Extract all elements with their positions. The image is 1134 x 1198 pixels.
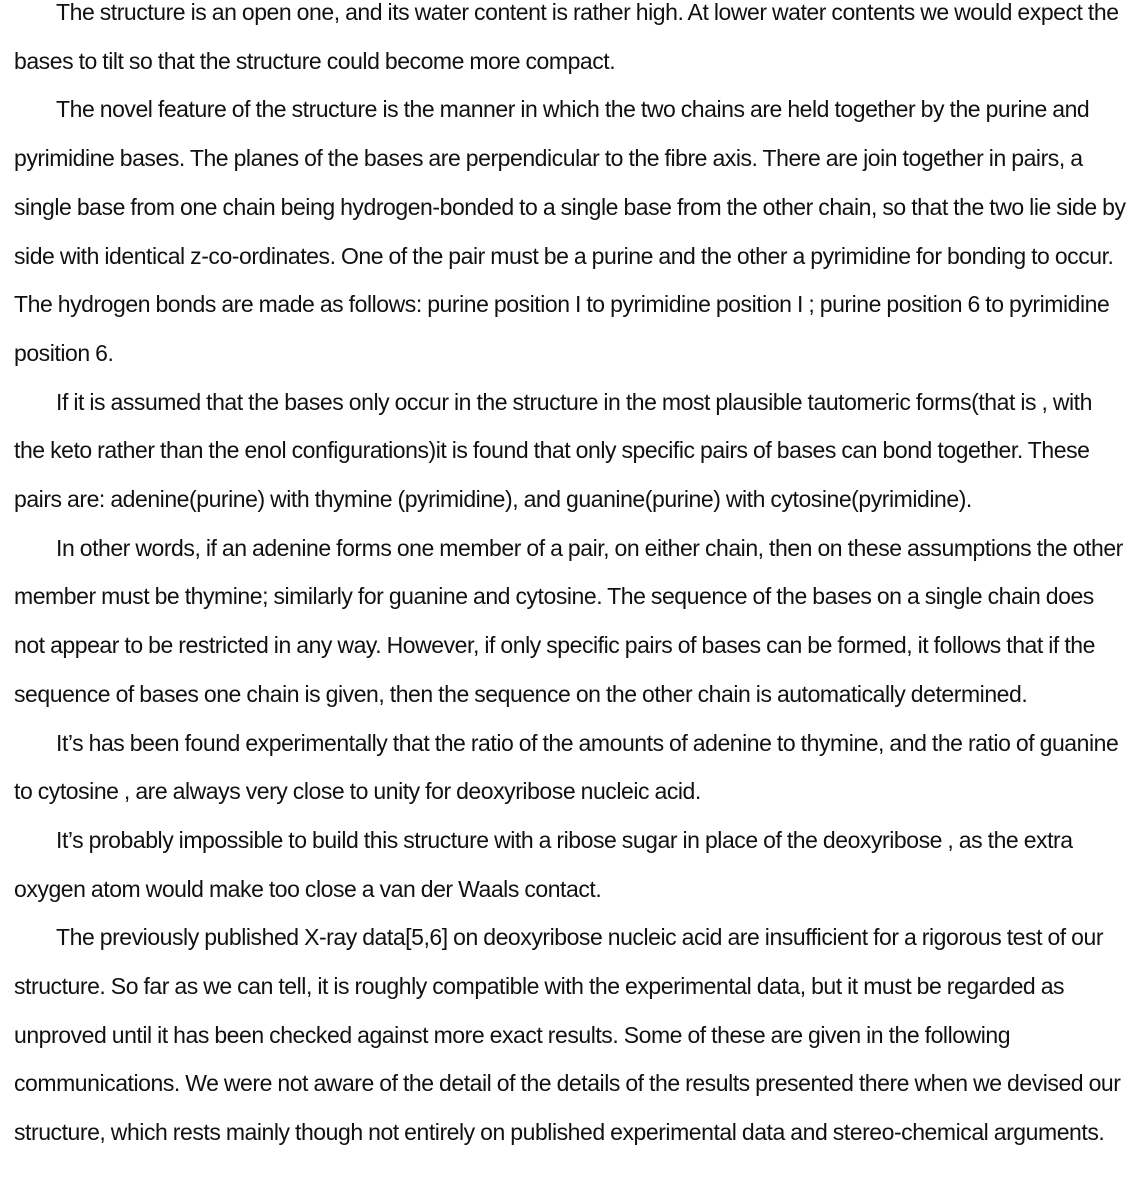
paragraph-water-content: The structure is an open one, and its water content is rather high. At lower water contents we would expect the bases to tilt so that the structure could become more compact. [14, 0, 1119, 74]
paragraph-xray-data: The previously published X-ray data[5,6] on deoxyribose nucleic acid are insufficient for a rigorous test of our structure. So far as we can tell, it is roughly compatible with the experimental data, but it must be regarded as unproved until it has been checked against more exact results. Some of these are given in the following communications. We were not aware of the detail of the details of the results presented there when we devised our structure, which rests mainly though not entirely on published experimental data and stereo-chemical arguments. [14, 924, 1121, 1146]
paragraph-experimental-ratio: It’s has been found experimentally that the ratio of the amounts of adenine to thymine, and the ratio of guanine to cytosine , are always very close to unity for deoxyribose nucleic acid. [14, 729, 1119, 805]
paragraph-ribose-sugar: It’s probably impossible to build this structure with a ribose sugar in place of the deoxyribose , as the extra oxygen atom would make too close a van der Waals contact. [14, 826, 1073, 902]
paragraph-tautomeric-forms: If it is assumed that the bases only occur in the structure in the most plausible tautomeric forms(that is , with the keto rather than the enol configurations)it is found that only specific pairs of bases can bond together. These pairs are: adenine(purine) with thymine (pyrimidine), and guanine(purine) with cytosine(pyrimidine). [14, 388, 1092, 513]
document-body [14, 0, 1126, 1157]
paragraph-sequence: In other words, if an adenine forms one member of a pair, on either chain, then on these assumptions the other member must be thymine; similarly for guanine and cytosine. The sequence of the bases on a single chain does not appear to be restricted in any way. However, if only specific pairs of bases can be formed, it follows that if the sequence of bases one chain is given, then the sequence on the other chain is automatically determined. [14, 534, 1123, 707]
paragraph-base-pairing: The novel feature of the structure is the manner in which the two chains are held together by the purine and pyrimidine bases. The planes of the bases are perpendicular to the fibre axis. There are join together in pairs, a single base from one chain being hydrogen-bonded to a single base from the other chain, so that the two lie side by side with identical z-co-ordinates. One of the pair must be a purine and the other a pyrimidine for bonding to occur. The hydrogen bonds are made as follows: purine position I to pyrimidine position I ; purine position 6 to pyrimidine position 6. [14, 96, 1126, 366]
